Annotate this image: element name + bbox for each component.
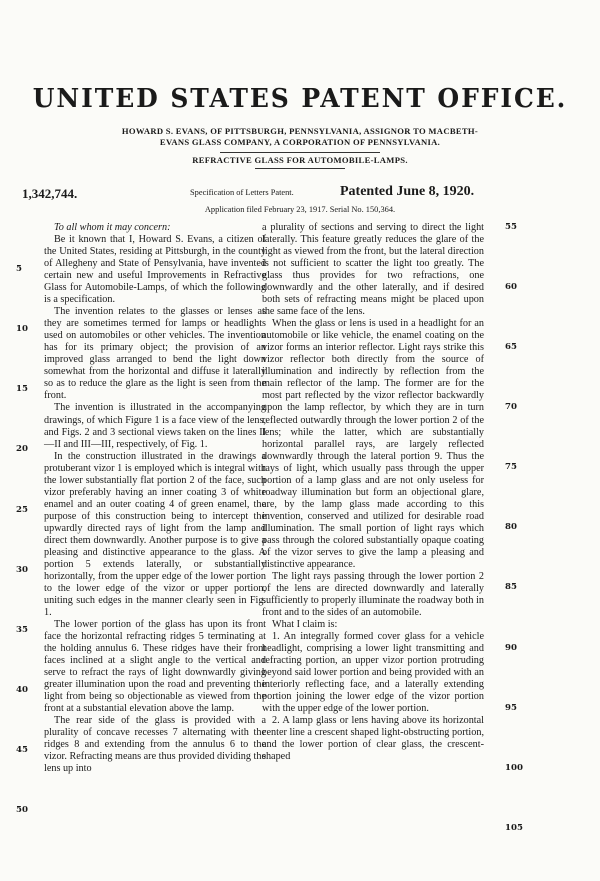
line-number: 15 — [16, 384, 28, 394]
patent-number: 1,342,744. — [22, 186, 78, 201]
line-number: 20 — [16, 444, 28, 454]
line-number: 65 — [505, 342, 517, 352]
invention-title: REFRACTIVE GLASS FOR AUTOMOBILE-LAMPS. — [192, 155, 408, 165]
paragraph: Be it known that I, Howard S. Evans, a citizen of the United States, residing at Pittsburgh, in the county of Allegheny and State of Pensylvania, have invented certain new and useful Improvements in Refractive Glass for Automobile-Lamps, of which the following is a specification. — [44, 234, 266, 306]
line-number: 85 — [505, 582, 517, 592]
inventor-assignment — [90, 126, 510, 148]
paragraph: The rear side of the glass is provided with a plurality of concave recesses 7 alternating with the ridges 8 and extending from the annulus 6 to the vizor. Refracting means are thus provided dividing the lens up into — [44, 715, 266, 775]
line-number: 70 — [505, 402, 517, 412]
line-number: 95 — [505, 703, 517, 713]
patented-date: Patented June 8, 1920. — [340, 184, 475, 199]
paragraph: The invention relates to the glasses or lenses as they are sometimes termed for lamps or headlights used on automobiles or other vehicles. The invention has for its primary object; the provision of an improved glass arranged to bend the light down somewhat from the horizontal and diffuse it laterally so as to reduce the glare as the light is seen from the front. — [44, 306, 266, 402]
paragraph: The lower portion of the glass has upon its front face the horizontal refracting ridges 5 terminating at the holding annulus 6. These ridges have their front faces inclined at a slight angle to the vertical and serve to refract the rays of light downwardly giving greater illumination upon the road and preventing the light from being so objectionable as viewed from the front at a substantial elevation above the lamp. — [44, 619, 266, 715]
left-column — [44, 222, 266, 775]
line-number: 45 — [16, 745, 28, 755]
inventor-line-1: HOWARD S. EVANS, OF PITTSBURGH, PENNSYLVANIA, ASSIGNOR TO MACBETH- — [121, 126, 479, 136]
salutation: To all whom it may concern: — [54, 222, 171, 233]
divider-rule-short — [255, 168, 345, 169]
line-number: 5 — [16, 264, 22, 274]
claim-1: 1. An integrally formed cover glass for a vehicle headlight, comprising a lower light transmitting and refracting portion, an upper vizor portion protruding beyond said lower portion and being provided with an interiorly reflecting face, and a laterally extending portion joining the lower edge of the vizor portion with the upper edge of the lower portion. — [262, 631, 484, 715]
page-title: UNITED STATES PATENT OFFICE. — [32, 84, 568, 114]
line-number: 30 — [16, 565, 28, 575]
line-number: 90 — [505, 643, 517, 653]
paragraph: When the glass or lens is used in a headlight for an automobile or like vehicle, the enamel coating on the vizor forms an interior reflector. Light rays strike this vizor reflector both directly from the source of illumination and indirectly by reflection from the main reflector of the lamp. The former are for the most part reflected by the vizor reflector backwardly upon the lamp reflector, by which they are in turn reflected outwardly through the lower portion 2 of the lens; while the latter, which are substantially horizontal parallel rays, are largely reflected downwardly through the lateral portion 9. Thus the rays of light, which usually pass through the upper portion of a lamp glass and are not only useless for roadway illumination but form an objectional glare, are, by the lamp glass made according to this invention, conserved and utilized for desirable road illumination. The small portion of light rays which pass through the colored substantially opaque coating of the vizor serves to give the lamp a pleasing and distinctive appearance. — [262, 318, 484, 570]
line-number: 35 — [16, 625, 28, 635]
spec-label: Specification of Letters Patent. — [190, 188, 294, 197]
right-column — [262, 222, 484, 763]
inventor-line-2: EVANS GLASS COMPANY, A CORPORATION OF PENNSYLVANIA. — [159, 137, 441, 147]
application-filed: Application filed February 23, 1917. Serial No. 150,364. — [204, 205, 396, 214]
line-number: 55 — [505, 222, 517, 232]
line-number: 80 — [505, 522, 517, 532]
line-number: 75 — [505, 462, 517, 472]
line-number: 100 — [505, 763, 523, 773]
paragraph: The invention is illustrated in the accompanying drawings, of which Figure 1 is a face view of the lens, and Figs. 2 and 3 sectional views taken on the lines II—II and III—III, respectively, of Fig. 1. — [44, 402, 266, 450]
line-number: 25 — [16, 505, 28, 515]
line-number: 105 — [505, 823, 523, 833]
paragraph: The light rays passing through the lower portion 2 of the lens are directed downwardly and laterally sufficiently to properly illuminate the roadway both in front and to the sides of an automobile. — [262, 570, 484, 618]
claims-heading: What I claim is: — [272, 619, 338, 631]
line-number: 10 — [16, 324, 28, 334]
line-number: 60 — [505, 282, 517, 292]
claim-2: 2. A lamp glass or lens having above its horizontal center line a crescent shaped light-obstructing portion, and the lower portion of clear glass, the crescent-shaped — [262, 715, 484, 763]
paragraph: a plurality of sections and serving to direct the light laterally. This feature greatly reduces the glare of the light as viewed from the front, but the lateral direction is not sufficient to scatter the light too greatly. The glass thus provides for two refractions, one downwardly and the other laterally, and if desired both sets of refracting means might be placed upon the same face of the lens. — [262, 222, 484, 318]
line-number: 40 — [16, 685, 28, 695]
line-number: 50 — [16, 805, 28, 815]
divider-rule — [220, 152, 380, 153]
paragraph: In the construction illustrated in the drawings a protuberant vizor 1 is employed which is integral with the lower substantially flat portion 2 of the face, such vizor preferably having an inner coating 3 of white enamel and an outer coating 4 of green enamel, the purpose of this construction being to intercept the upwardly directed rays of light from the lamp and direct them downwardly. Another purpose is to give a pleasing and distinctive appearance to the glass. A portion 5 extends laterally, or substantially horizontally, from the upper edge of the lower portion to the lower edge of the vizor or upper portion, uniting such edges in the manner clearly seen in Fig. 1. — [44, 450, 266, 618]
